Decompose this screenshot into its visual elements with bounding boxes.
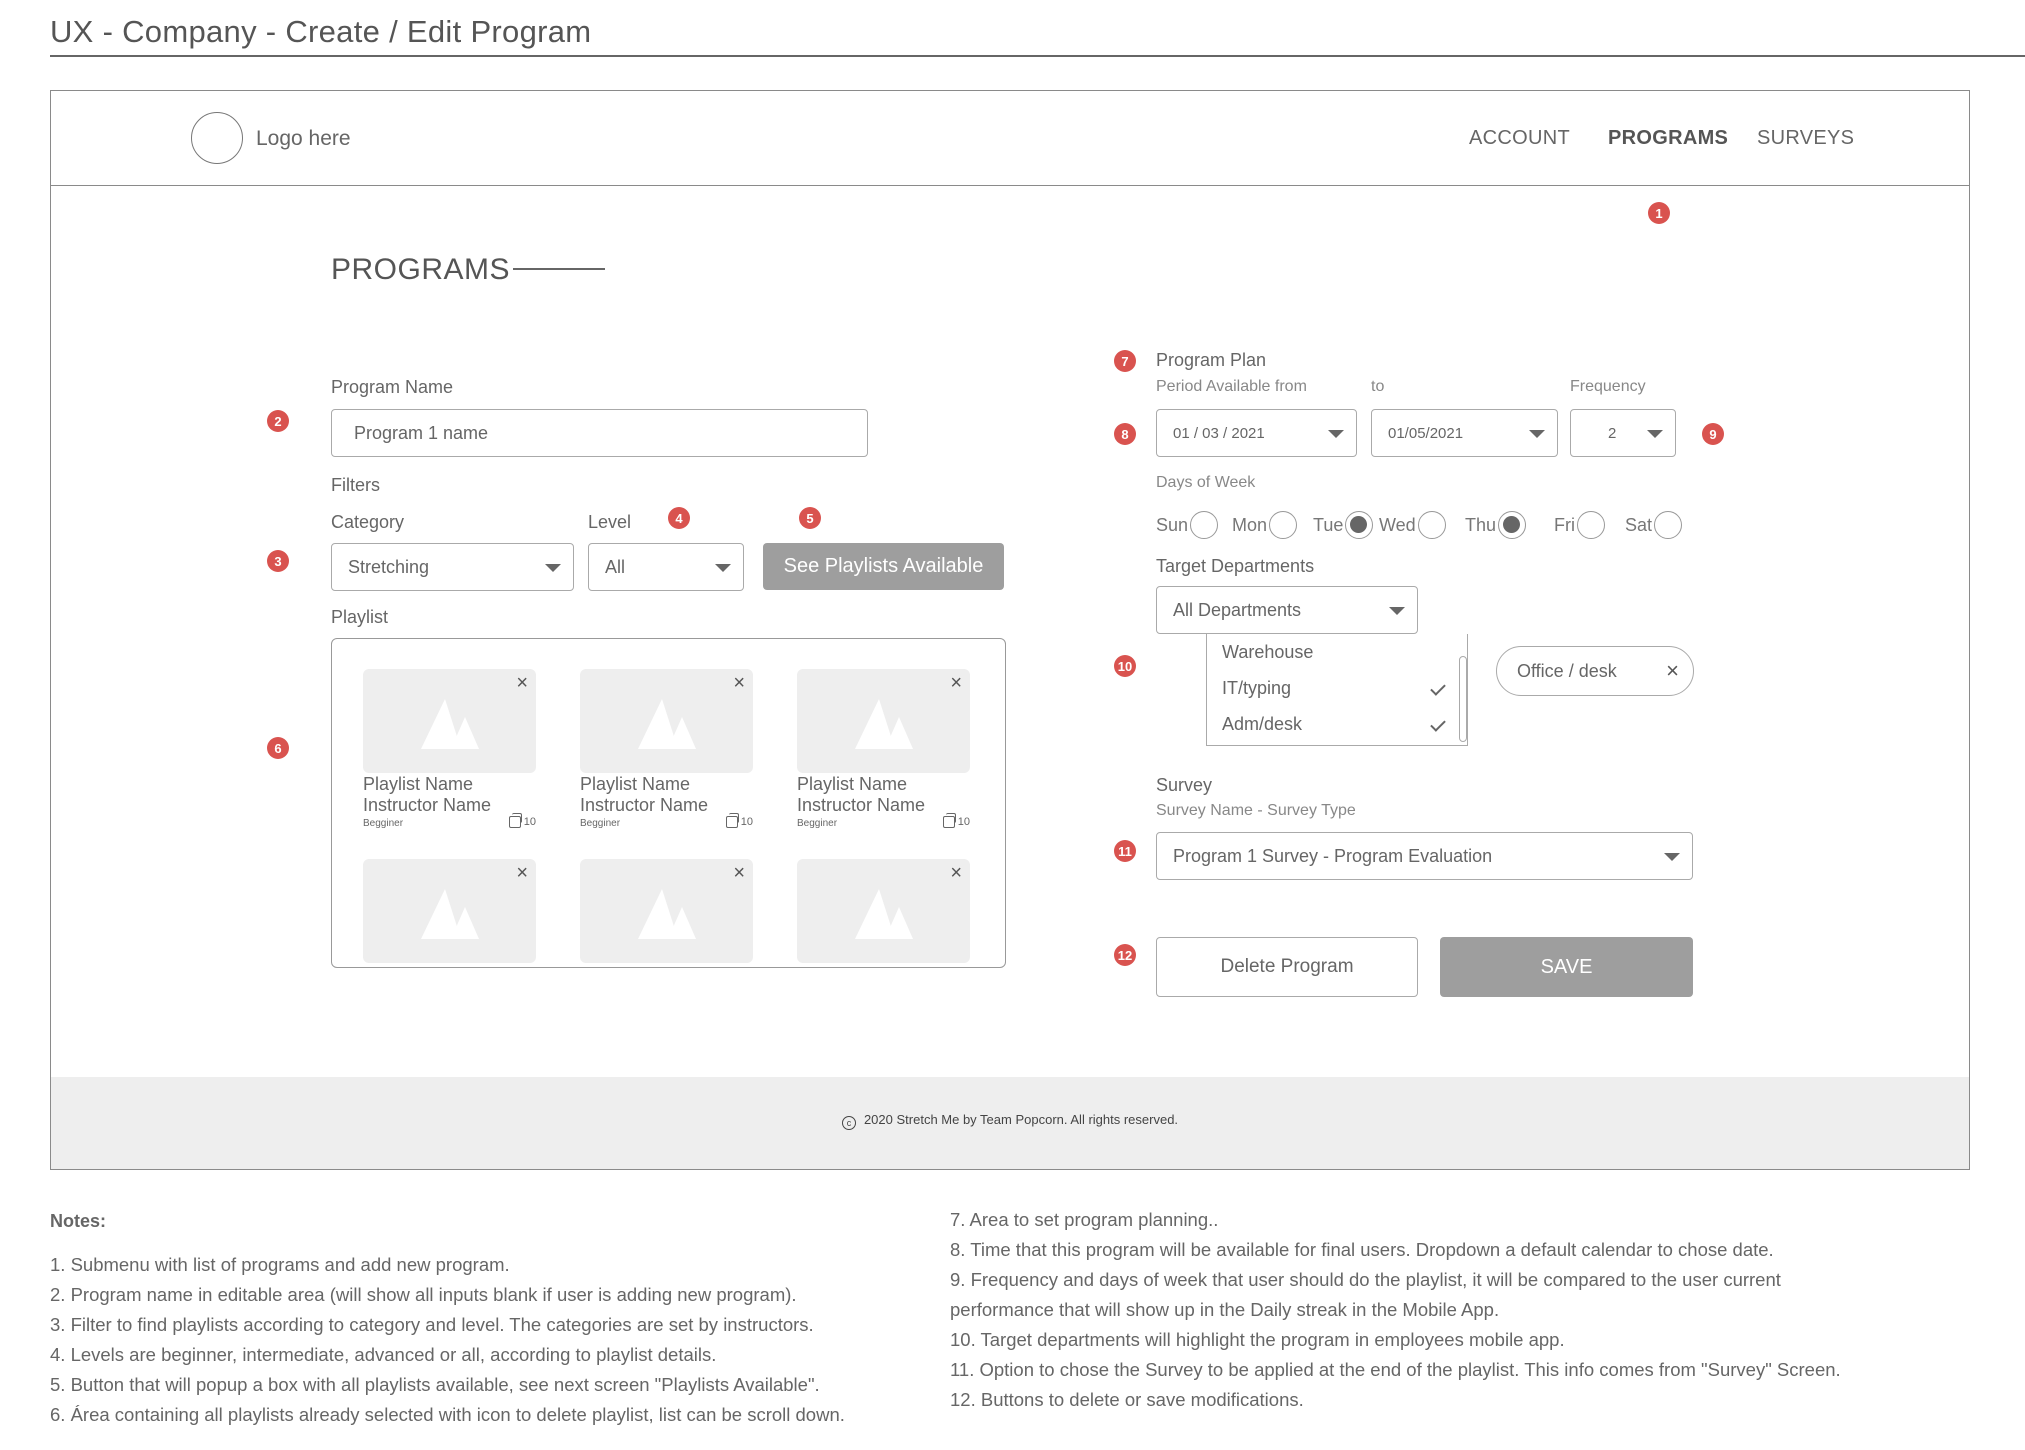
doc-title: UX - Company - Create / Edit Program: [50, 14, 592, 49]
chevron-down-icon: [1647, 430, 1663, 438]
image-placeholder-icon: [421, 695, 479, 749]
top-navigation-bar: [51, 91, 1969, 186]
playlist-card[interactable]: [797, 859, 970, 968]
playlist-count: [943, 816, 970, 828]
instructor-name: Instructor Name: [580, 795, 709, 815]
chevron-down-icon: [1389, 607, 1405, 615]
period-to-select[interactable]: [1371, 409, 1558, 457]
radio-circle[interactable]: [1654, 511, 1682, 539]
image-placeholder-icon: [855, 885, 913, 939]
marker-12: 12: [1114, 944, 1136, 966]
day-option-sat[interactable]: [1625, 511, 1682, 539]
department-option-label: IT/typing: [1222, 678, 1292, 698]
note-line: 7. Area to set program planning..: [950, 1209, 1219, 1230]
program-name-label: Program Name: [331, 377, 454, 397]
stack-icon: [726, 816, 738, 828]
playlist-thumbnail: [363, 859, 536, 963]
playlist-level: Begginer: [580, 818, 621, 829]
notes-heading: Notes:: [50, 1211, 107, 1231]
chevron-down-icon: [715, 564, 731, 572]
playlist-card[interactable]: [797, 669, 970, 839]
note-line: 8. Time that this program will be available for final users. Dropdown a default calendar to chose date.: [950, 1239, 1774, 1260]
day-label: Wed: [1379, 514, 1416, 535]
departments-dropdown-list[interactable]: [1206, 634, 1468, 746]
marker-5: 5: [799, 507, 821, 529]
notes-left: [50, 1250, 845, 1430]
marker-3: 3: [267, 550, 289, 572]
note-line: 11. Option to chose the Survey to be applied at the end of the playlist. This info comes from "Survey" Screen.: [950, 1359, 1841, 1380]
note-line: 6. Área containing all playlists already selected with icon to delete playlist, list can be scroll down.: [50, 1404, 845, 1425]
stack-icon: [943, 816, 955, 828]
chevron-down-icon: [1664, 853, 1680, 861]
radio-circle[interactable]: [1190, 511, 1218, 539]
day-option-tue[interactable]: [1313, 511, 1373, 539]
wireframe-frame: [50, 90, 1970, 1170]
footer-copyright: [51, 1112, 1969, 1130]
chevron-down-icon: [545, 564, 561, 572]
period-from-select[interactable]: [1156, 409, 1357, 457]
frequency-select[interactable]: [1570, 409, 1676, 457]
footer-text: 2020 Stretch Me by Team Popcorn. All rights reserved.: [863, 1112, 1179, 1127]
image-placeholder-icon: [421, 885, 479, 939]
departments-value: All Departments: [1173, 599, 1302, 620]
note-line: 9. Frequency and days of week that user should do the playlist, it will be compared to the user current: [950, 1269, 1781, 1290]
day-option-fri[interactable]: [1554, 511, 1605, 539]
target-departments-label: Target Departments: [1156, 556, 1315, 576]
close-icon[interactable]: ×: [733, 672, 745, 694]
note-line: 3. Filter to find playlists according to category and level. The categories are set by instructors.: [50, 1314, 814, 1335]
period-to-value: 01/05/2021: [1388, 424, 1464, 442]
note-line: 1. Submenu with list of programs and add new program.: [50, 1254, 510, 1275]
playlist-name: Playlist Name: [797, 774, 908, 794]
marker-6: 6: [267, 737, 289, 759]
chevron-down-icon: [1529, 430, 1545, 438]
note-line: 5. Button that will popup a box with all playlists available, see next screen "Playlists Available".: [50, 1374, 820, 1395]
radio-circle[interactable]: [1498, 511, 1526, 539]
day-label: Tue: [1313, 514, 1344, 535]
note-line: 12. Buttons to delete or save modifications.: [950, 1389, 1304, 1410]
day-label: Mon: [1232, 514, 1268, 535]
frequency-label: Frequency: [1570, 378, 1646, 395]
filters-label: Filters: [331, 475, 380, 495]
playlist-name: Playlist Name: [580, 774, 691, 794]
footer: [51, 1077, 1969, 1169]
logo-text[interactable]: Logo here: [256, 127, 351, 150]
program-name-input[interactable]: [331, 409, 868, 457]
playlist-count: [509, 816, 536, 828]
logo-icon[interactable]: [191, 112, 243, 164]
department-chip[interactable]: [1496, 646, 1694, 696]
close-icon[interactable]: ×: [950, 672, 962, 694]
period-from-label: Period Available from: [1156, 378, 1307, 395]
nav-surveys[interactable]: SURVEYS: [1757, 127, 1855, 149]
playlist-count-value: 10: [523, 816, 536, 828]
playlist-thumbnail: [580, 669, 753, 773]
survey-sublabel: Survey Name - Survey Type: [1156, 802, 1356, 819]
department-option[interactable]: [1222, 678, 1452, 699]
department-chip-label: Office / desk: [1517, 660, 1617, 681]
survey-select[interactable]: [1156, 832, 1693, 880]
note-line: 4. Levels are beginner, intermediate, advanced or all, according to playlist details.: [50, 1344, 717, 1365]
day-option-wed[interactable]: [1379, 511, 1446, 539]
playlist-card[interactable]: [580, 859, 753, 968]
delete-program-button[interactable]: Delete Program: [1156, 937, 1418, 997]
playlist-name: Playlist Name: [363, 774, 474, 794]
marker-4: 4: [668, 507, 690, 529]
playlist-level: Begginer: [797, 818, 838, 829]
department-option-label: Adm/desk: [1222, 714, 1303, 734]
level-value: All: [605, 556, 626, 577]
playlist-thumbnail: [797, 669, 970, 773]
playlist-level: Begginer: [363, 818, 404, 829]
marker-9: 9: [1702, 423, 1724, 445]
day-label: Sun: [1156, 514, 1189, 535]
instructor-name: Instructor Name: [797, 795, 926, 815]
marker-7: 7: [1114, 350, 1136, 372]
category-select[interactable]: [331, 543, 574, 591]
category-label: Category: [331, 512, 405, 532]
day-option-thu[interactable]: [1465, 511, 1526, 539]
note-line: performance that will show up in the Daily streak in the Mobile App.: [950, 1299, 1500, 1320]
radio-circle[interactable]: [1269, 511, 1297, 539]
playlist-area[interactable]: [331, 638, 1006, 968]
close-icon[interactable]: ×: [733, 862, 745, 884]
day-option-mon[interactable]: [1232, 511, 1297, 539]
radio-circle[interactable]: [1418, 511, 1446, 539]
day-label: Fri: [1554, 514, 1575, 535]
marker-11: 11: [1114, 840, 1136, 862]
playlist-card[interactable]: [363, 669, 536, 839]
instructor-name: Instructor Name: [363, 795, 492, 815]
category-value: Stretching: [348, 556, 430, 577]
playlist-thumbnail: [580, 859, 753, 963]
playlist-count-value: 10: [957, 816, 970, 828]
marker-1: 1: [1648, 202, 1670, 224]
chevron-down-icon: [1328, 430, 1344, 438]
note-line: 2. Program name in editable area (will show all inputs blank if user is adding new program).: [50, 1284, 797, 1305]
playlist-thumbnail: [363, 669, 536, 773]
close-icon[interactable]: ×: [516, 672, 528, 694]
playlist-card[interactable]: [363, 859, 536, 968]
playlist-card[interactable]: [580, 669, 753, 839]
program-plan-label: Program Plan: [1156, 350, 1267, 370]
close-icon[interactable]: ×: [516, 862, 528, 884]
department-option[interactable]: [1222, 642, 1452, 663]
stack-icon: [509, 816, 521, 828]
close-icon[interactable]: ×: [950, 862, 962, 884]
title-divider: [50, 55, 2025, 57]
page-title: PROGRAMS: [331, 253, 511, 286]
playlist-count-value: 10: [740, 816, 753, 828]
copyright-icon: c: [842, 1116, 856, 1130]
note-line: 10. Target departments will highlight the program in employees mobile app.: [950, 1329, 1565, 1350]
department-option-label: Warehouse: [1222, 642, 1314, 662]
playlist-count: [726, 816, 753, 828]
marker-2: 2: [267, 410, 289, 432]
nav-account[interactable]: ACCOUNT: [1469, 127, 1570, 149]
period-to-label: to: [1371, 378, 1385, 395]
playlist-label: Playlist: [331, 607, 389, 627]
days-of-week-label: Days of Week: [1156, 474, 1256, 491]
level-label: Level: [588, 512, 632, 532]
image-placeholder-icon: [638, 885, 696, 939]
day-label: Thu: [1465, 514, 1497, 535]
department-option[interactable]: [1222, 714, 1452, 735]
see-playlists-button[interactable]: See Playlists Available: [763, 543, 1004, 590]
level-select[interactable]: [588, 543, 744, 591]
period-from-value: 01 / 03 / 2021: [1173, 424, 1265, 442]
radio-circle[interactable]: [1577, 511, 1605, 539]
program-name-value: Program 1 name: [354, 422, 489, 443]
title-rule: [513, 268, 605, 270]
close-icon[interactable]: ×: [1666, 658, 1679, 683]
save-button[interactable]: SAVE: [1440, 937, 1693, 997]
nav-programs[interactable]: PROGRAMS: [1608, 127, 1729, 149]
day-option-sun[interactable]: [1156, 511, 1218, 539]
survey-value: Program 1 Survey - Program Evaluation: [1173, 845, 1493, 866]
playlist-thumbnail: [797, 859, 970, 963]
image-placeholder-icon: [855, 695, 913, 749]
frequency-value: 2: [1608, 424, 1617, 442]
marker-10: 10: [1114, 655, 1136, 677]
marker-8: 8: [1114, 423, 1136, 445]
radio-circle[interactable]: [1345, 511, 1373, 539]
notes-right: [950, 1205, 1841, 1415]
scrollbar[interactable]: [1459, 656, 1467, 742]
day-label: Sat: [1625, 514, 1653, 535]
departments-select[interactable]: [1156, 586, 1418, 634]
survey-label: Survey: [1156, 775, 1213, 795]
image-placeholder-icon: [638, 695, 696, 749]
